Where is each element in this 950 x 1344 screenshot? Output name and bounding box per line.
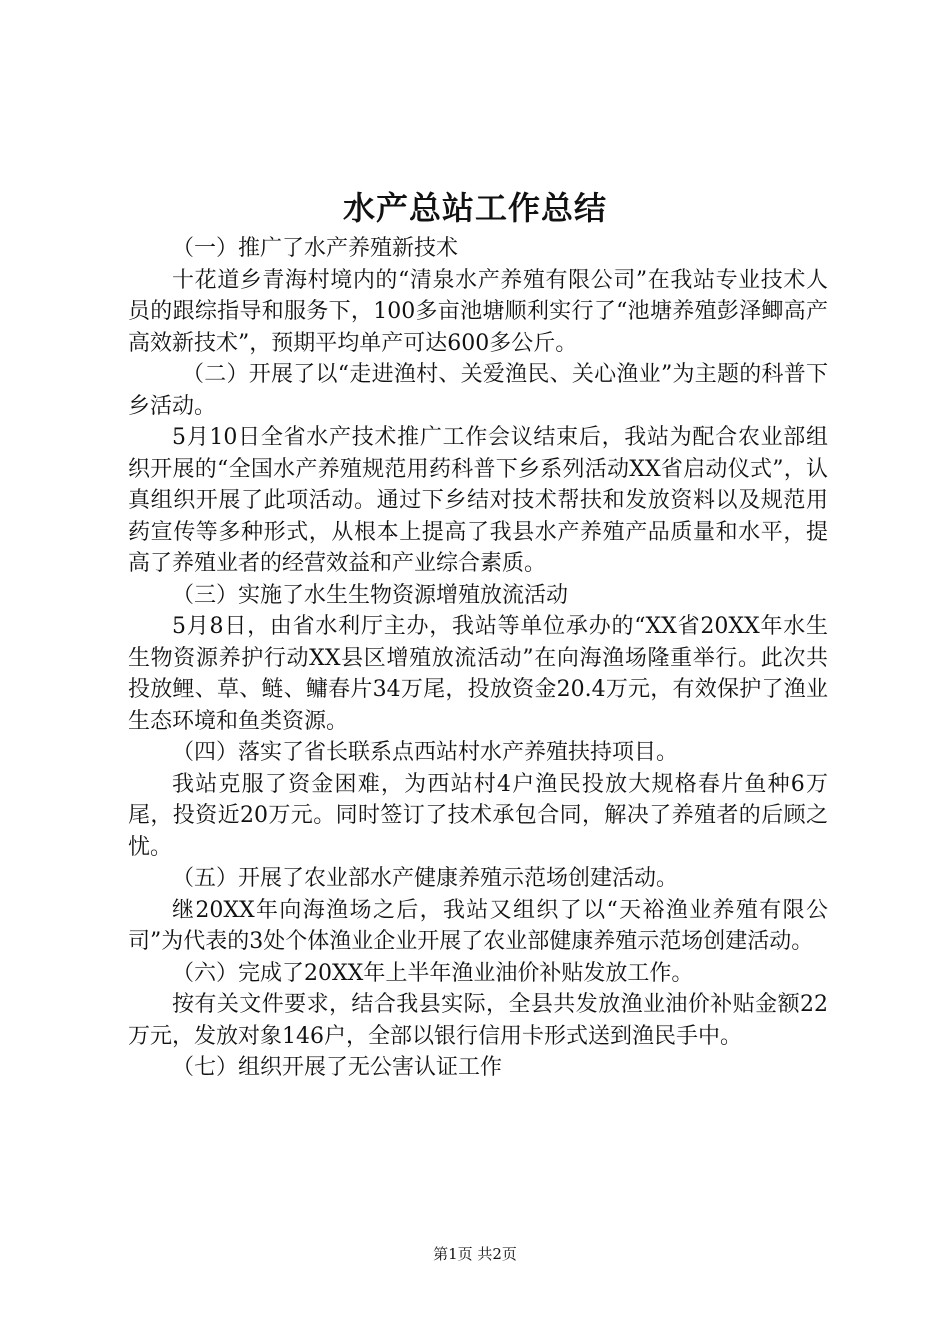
- section-heading-7: （七）组织开展了无公害认证工作: [172, 1055, 503, 1080]
- section-heading-4: （四）落实了省长联系点西站村水产养殖扶持项目。: [172, 740, 679, 765]
- section-heading-6: （六）完成了20XX年上半年渔业油价补贴发放工作。: [172, 960, 694, 986]
- section-body-5: 继20XX年向海渔场之后，我站又组织了以“天裕渔业养殖有限公司”为代表的3处个体渔业企业开展了农业部健康养殖示范场创建活动。: [128, 897, 828, 954]
- document-body: [128, 233, 828, 1084]
- section-body-3: 5月8日，由省水利厅主办，我站等单位承办的“XX省20XX年水生生物资源养护行动XX县区增殖放流活动”在向海渔场隆重举行。此次共投放鲤、草、鲢、鳙春片34万尾，投放资金20.4万元，有效保护了渔业生态环境和鱼类资源。: [128, 614, 828, 734]
- section-body-1: 十花道乡青海村境内的“清泉水产养殖有限公司”在我站专业技术人员的跟综指导和服务下，100多亩池塘顺利实行了“池塘养殖彭泽鲫高产高效新技术”，预期平均单产可达600多公斤。: [128, 267, 828, 356]
- page-footer: 第1页 共2页: [433, 1245, 517, 1263]
- section-body-6: 按有关文件要求，结合我县实际，全县共发放渔业油价补贴金额22万元，发放对象146户，全部以银行信用卡形式送到渔民手中。: [128, 992, 828, 1049]
- document-title: 水产总站工作总结: [342, 189, 607, 227]
- section-heading-3: （三）实施了水生生物资源增殖放流活动: [172, 582, 569, 608]
- section-heading-5: （五）开展了农业部水产健康养殖示范场创建活动。: [172, 866, 679, 891]
- section-body-4: 我站克服了资金困难，为西站村4户渔民投放大规格春片鱼种6万尾，投资近20万元。同时签订了技术承包合同，解决了养殖者的后顾之忧。: [128, 771, 828, 860]
- section-heading-1: （一）推广了水产养殖新技术: [172, 236, 459, 261]
- section-body-2: 5月10日全省水产技术推广工作会议结束后，我站为配合农业部组织开展的“全国水产养殖规范用药科普下乡系列活动XX省启动仪式”，认真组织开展了此项活动。通过下乡结对技术帮扶和发放资料以及规范用药宣传等多种形式，从根本上提高了我县水产养殖产品质量和水平，提高了养殖业者的经营效益和产业综合素质。: [128, 425, 828, 576]
- section-heading-2: （二）开展了以“走进渔村、关爱渔民、关心渔业”为主题的科普下乡活动。: [128, 362, 828, 419]
